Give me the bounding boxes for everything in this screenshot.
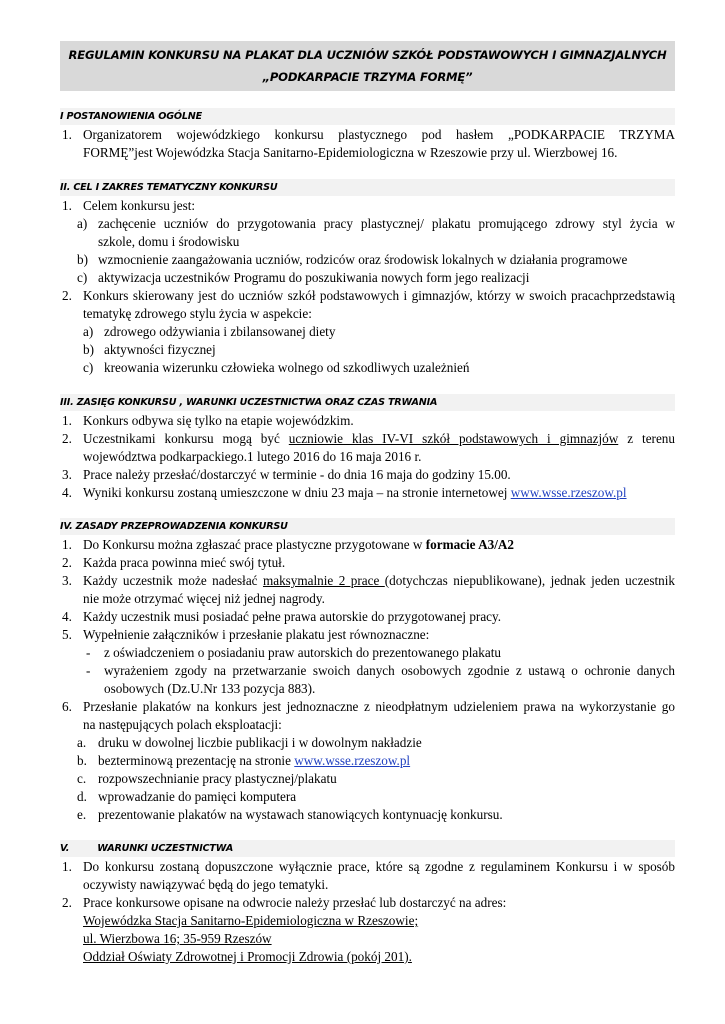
- list-number: 1.: [62, 198, 72, 213]
- list-item-text: Konkurs odbywa się tylko na etapie wojewódzkim.: [83, 413, 354, 428]
- list-item-text: wzmocnienie zaangażowania uczniów, rodziców oraz środowisk lokalnych w działania programowe: [98, 252, 628, 267]
- address-line: Wojewódzka Stacja Sanitarno-Epidemiologiczna w Rzeszowie;: [83, 913, 419, 928]
- list-item-text: Organizatorem wojewódzkiego konkursu plastycznego pod hasłem „PODKARPACIE TRZYMA: [83, 127, 675, 142]
- list-item-text: z oświadczeniem o posiadaniu praw autorskich do prezentowanego plakatu: [104, 645, 501, 660]
- list-letter: c.: [77, 771, 87, 786]
- list-letter: b.: [77, 753, 87, 768]
- list-item-text: Wypełnienie załączników i przesłanie plakatu jest równoznaczne:: [83, 627, 430, 642]
- section-1-heading: I POSTANOWIENIA OGÓLNE: [60, 108, 675, 125]
- list-item-text: rozpowszechnianie pracy plastycznej/plakatu: [98, 771, 337, 786]
- list-item-text: nie może otrzymać więcej niż jednej nagrody.: [83, 591, 325, 606]
- title-box: [60, 41, 675, 91]
- list-item-text: szkole, domu i środowisku: [98, 234, 240, 249]
- list-item-text: województwa podkarpackiego.1 lutego 2016 do 16 maja 2016 r.: [83, 449, 422, 464]
- section-5-heading: V. WARUNKI UCZESTNICTWA: [60, 840, 675, 857]
- list-item-text: zachęcenie uczniów do przygotowania pracy plastycznej/ plakatu promującego zdrowy styl życia w: [98, 216, 675, 231]
- list-item-text: kreowania wizerunku człowieka wolnego od szkodliwych uzależnień: [104, 360, 470, 375]
- address-line: ul. Wierzbowa 16; 35-959 Rzeszów: [83, 931, 272, 946]
- list-item-text: bezterminową prezentację na stronie www.wsse.rzeszow.pl: [98, 753, 411, 768]
- list-letter: a.: [77, 735, 87, 750]
- list-number: 3.: [62, 573, 72, 588]
- list-item-text: Celem konkursu jest:: [83, 198, 196, 213]
- list-item-text: Do Konkursu można zgłaszać prace plastyczne przygotowane w formacie A3/A2: [83, 537, 515, 552]
- section-3-heading: III. ZASIĘG KONKURSU , WARUNKI UCZESTNICTWA ORAZ CZAS TRWANIA: [60, 394, 675, 411]
- list-letter: b): [77, 252, 88, 267]
- list-number: 4.: [62, 485, 72, 500]
- list-item-text: zdrowego odżywiania i zbilansowanej diety: [104, 324, 336, 339]
- list-item-text: aktywizacja uczestników Programu do poszukiwania nowych form jego realizacji: [98, 270, 530, 285]
- list-dash: -: [86, 645, 91, 660]
- list-letter: a): [77, 216, 88, 231]
- list-number: 5.: [62, 627, 72, 642]
- list-item-text: osobowych (Dz.U.Nr 133 pozycja 883).: [104, 681, 316, 696]
- list-number: 2.: [62, 895, 72, 910]
- list-number: 2.: [62, 431, 72, 446]
- list-number: 6.: [62, 699, 72, 714]
- list-number: 1.: [62, 413, 72, 428]
- list-letter: d.: [77, 789, 87, 804]
- list-item-text: Prace konkursowe opisane na odwrocie należy przesłać lub dostarczyć na adres:: [83, 895, 507, 910]
- list-item-text: wyrażeniem zgody na przetwarzanie swoich danych osobowych zgodnie z ustawą o ochronie danych: [104, 663, 675, 678]
- list-number: 1.: [62, 537, 72, 552]
- list-item-text: na następujących polach eksploatacji:: [83, 717, 282, 732]
- list-item-text: Każdy uczestnik może nadesłać maksymalnie 2 prace (dotychczas niepublikowane), jednak jeden uczestnik: [83, 573, 675, 588]
- list-item-text: wprowadzanie do pamięci komputera: [98, 789, 297, 804]
- website-link[interactable]: www.wsse.rzeszow.pl: [510, 485, 627, 500]
- list-dash: -: [86, 663, 91, 678]
- list-number: 4.: [62, 609, 72, 624]
- title-line-2: „PODKARPACIE TRZYMA FORMĘ”: [262, 70, 473, 84]
- list-item-text: Każda praca powinna mieć swój tytuł.: [83, 555, 286, 570]
- section-2-heading: II. CEL I ZAKRES TEMATYCZNY KONKURSU: [60, 179, 675, 196]
- list-number: 1.: [62, 859, 72, 874]
- list-item-text: Do konkursu zostaną dopuszczone wyłącznie prace, które są zgodne z regulaminem Konkursu i w sposób: [83, 859, 675, 874]
- list-letter: c): [83, 360, 94, 375]
- list-item-text: druku w dowolnej liczbie publikacji i w dowolnym nakładzie: [98, 735, 422, 750]
- list-item-text: oczywisty nawiązywać będą do jego tematyki.: [83, 877, 329, 892]
- list-letter: e.: [77, 807, 87, 822]
- list-letter: c): [77, 270, 88, 285]
- list-number: 1.: [62, 127, 72, 142]
- list-item-text: aktywności fizycznej: [104, 342, 216, 357]
- list-letter: a): [83, 324, 94, 339]
- list-item-text: prezentowanie plakatów na wystawach stanowiących kontynuację konkursu.: [98, 807, 503, 822]
- list-number: 2.: [62, 288, 72, 303]
- list-item-text: tematykę zdrowego stylu życia w aspekcie:: [83, 306, 312, 321]
- website-link[interactable]: www.wsse.rzeszow.pl: [294, 753, 411, 768]
- section-4-heading: IV. ZASADY PRZEPROWADZENIA KONKURSU: [60, 518, 675, 535]
- title-line-1: REGULAMIN KONKURSU NA PLAKAT DLA UCZNIÓW SZKÓŁ PODSTAWOWYCH I GIMNAZJALNYCH: [68, 48, 667, 62]
- list-item-text: FORMĘ”jest Wojewódzka Stacja Sanitarno-Epidemiologiczna w Rzeszowie przy ul. Wierzbowej 16.: [83, 145, 618, 160]
- list-item-text: Każdy uczestnik musi posiadać pełne prawa autorskie do przygotowanej pracy.: [83, 609, 502, 624]
- list-item-text: Wyniki konkursu zostaną umieszczone w dniu 23 maja – na stronie internetowej www.wsse.rzeszow.pl: [83, 485, 627, 500]
- list-item-text: Uczestnikami konkursu mogą być uczniowie klas IV-VI szkół podstawowych i gimnazjów z terenu: [83, 431, 675, 446]
- address-line: Oddział Oświaty Zdrowotnej i Promocji Zdrowia (pokój 201).: [83, 949, 412, 964]
- list-number: 2.: [62, 555, 72, 570]
- list-number: 3.: [62, 467, 72, 482]
- list-letter: b): [83, 342, 94, 357]
- list-item-text: Prace należy przesłać/dostarczyć w terminie - do dnia 16 maja do godziny 15.00.: [83, 467, 511, 482]
- list-item-text: Przesłanie plakatów na konkurs jest jednoznaczne z nieodpłatnym udzieleniem prawa na wykorzystanie go: [83, 699, 675, 714]
- list-item-text: Konkurs skierowany jest do uczniów szkół podstawowych i gimnazjów, którzy w swoich pracachprzedstawią: [83, 288, 675, 303]
